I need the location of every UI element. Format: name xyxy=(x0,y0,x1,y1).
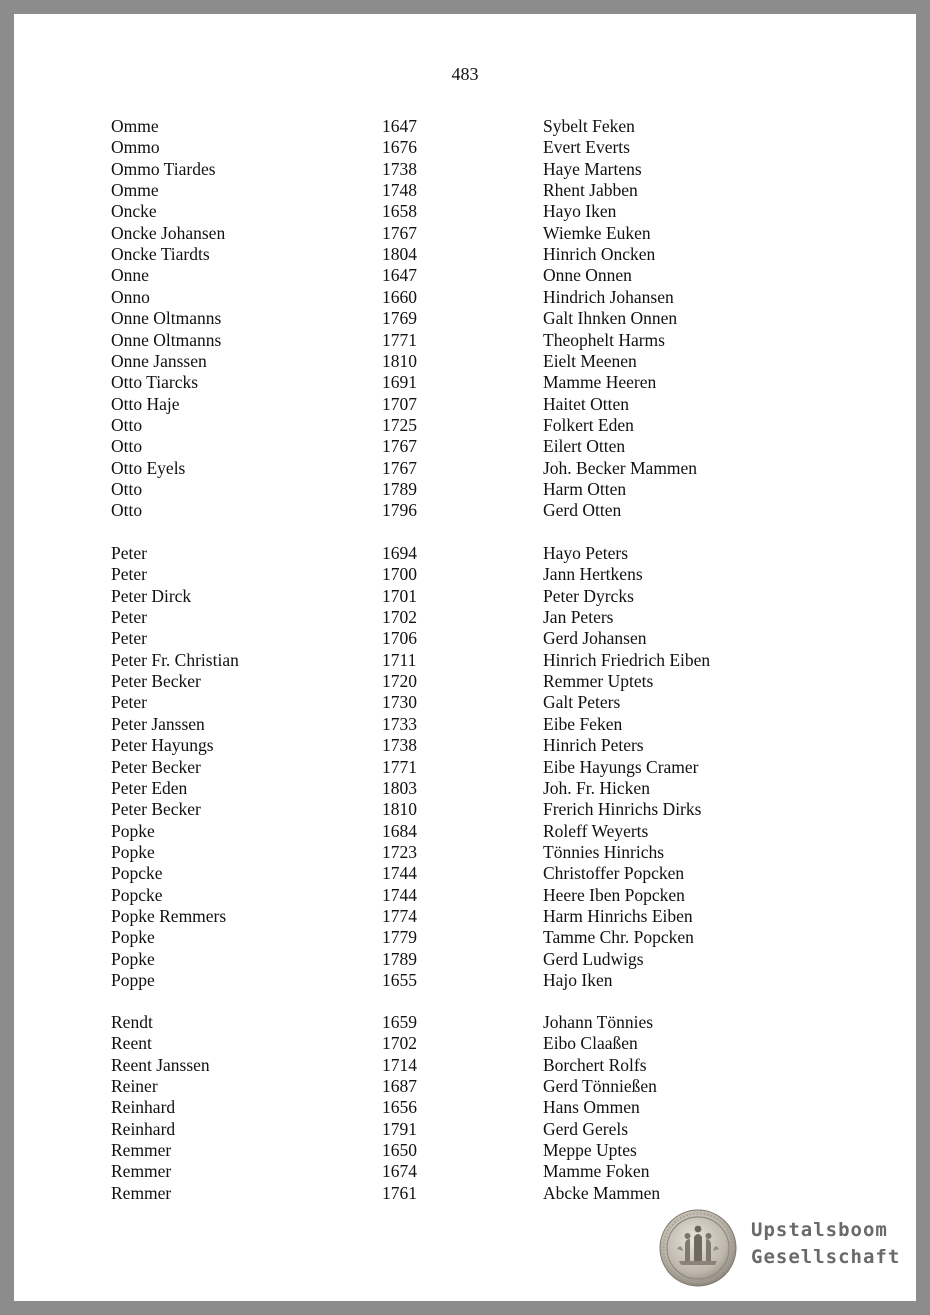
spouse-name: Galt Ihnken Onnen xyxy=(543,308,678,329)
year: 1707 xyxy=(382,393,417,414)
year: 1725 xyxy=(382,414,417,435)
spouse-name: Gerd Johansen xyxy=(543,628,647,649)
spouse-name: Jan Peters xyxy=(543,607,614,628)
register-row xyxy=(14,949,916,970)
spouse-name: Eibe Hayungs Cramer xyxy=(543,756,699,777)
person-name: Popke xyxy=(111,820,155,841)
person-name: Onne Janssen xyxy=(111,350,207,371)
person-name: Peter Hayungs xyxy=(111,735,214,756)
year: 1702 xyxy=(382,607,417,628)
person-name: Popke xyxy=(111,948,155,969)
year: 1647 xyxy=(382,116,417,136)
year: 1714 xyxy=(382,1054,417,1075)
person-name: Oncke Johansen xyxy=(111,222,226,243)
person-name: Poppe xyxy=(111,970,155,990)
person-name: Otto xyxy=(111,436,143,457)
year: 1774 xyxy=(382,905,417,926)
person-name: Otto xyxy=(111,478,143,499)
register-row xyxy=(14,885,916,906)
register-row xyxy=(14,394,916,415)
register-row xyxy=(14,500,916,521)
person-name: Popke Remmers xyxy=(111,905,227,926)
register-row xyxy=(14,1161,916,1182)
spouse-name: Rhent Jabben xyxy=(543,180,638,201)
spouse-name: Gerd Otten xyxy=(543,500,622,521)
spouse-name: Gerd Gerels xyxy=(543,1118,629,1139)
register-row xyxy=(14,458,916,479)
spouse-name: Mamme Foken xyxy=(543,1161,650,1182)
register-row xyxy=(14,821,916,842)
person-name: Peter xyxy=(111,692,147,713)
register-row xyxy=(14,223,916,244)
person-name: Peter Janssen xyxy=(111,713,205,734)
year: 1791 xyxy=(382,1118,417,1139)
person-name: Otto xyxy=(111,500,143,521)
person-name: Oncke xyxy=(111,201,157,222)
spouse-name: Abcke Mammen xyxy=(543,1182,661,1203)
person-name: Reiner xyxy=(111,1076,158,1097)
spouse-name: Heere Iben Popcken xyxy=(543,884,685,905)
year: 1767 xyxy=(382,222,417,243)
register-row xyxy=(14,607,916,628)
register-row xyxy=(14,1097,916,1118)
year: 1720 xyxy=(382,671,417,692)
year: 1738 xyxy=(382,735,417,756)
register-row xyxy=(14,265,916,286)
year: 1761 xyxy=(382,1182,417,1203)
year: 1733 xyxy=(382,713,417,734)
person-name: Popcke xyxy=(111,863,163,884)
spouse-name: Hayo Peters xyxy=(543,543,629,563)
person-name: Popcke xyxy=(111,884,163,905)
person-name: Onno xyxy=(111,286,150,307)
spouse-name: Eibo Claaßen xyxy=(543,1033,638,1054)
register-row xyxy=(14,180,916,201)
spouse-name: Mamme Heeren xyxy=(543,372,657,393)
year: 1711 xyxy=(382,649,417,670)
page-number: 483 xyxy=(451,64,479,84)
year: 1694 xyxy=(382,543,417,563)
year: 1647 xyxy=(382,265,417,286)
spouse-name: Eibe Feken xyxy=(543,713,623,734)
person-name: Peter xyxy=(111,543,147,563)
spouse-name: Joh. Fr. Hicken xyxy=(543,777,650,798)
register-row xyxy=(14,1119,916,1140)
spouse-name: Remmer Uptets xyxy=(543,671,654,692)
year: 1804 xyxy=(382,244,417,265)
logo-text-line2: Gesellschaft xyxy=(751,1246,901,1268)
register-row xyxy=(14,799,916,820)
spouse-name: Christoffer Popcken xyxy=(543,863,685,884)
register-row xyxy=(14,927,916,948)
year: 1810 xyxy=(382,799,417,820)
register-row xyxy=(14,330,916,351)
register-row xyxy=(14,1055,916,1076)
year: 1738 xyxy=(382,158,417,179)
register-row xyxy=(14,778,916,799)
register-row xyxy=(14,714,916,735)
register-row xyxy=(14,436,916,457)
year: 1702 xyxy=(382,1033,417,1054)
register-row xyxy=(14,287,916,308)
spouse-name: Roleff Weyerts xyxy=(543,820,649,841)
person-name: Ommo Tiardes xyxy=(111,158,216,179)
year: 1656 xyxy=(382,1097,417,1118)
spouse-name: Haye Martens xyxy=(543,158,642,179)
year: 1789 xyxy=(382,948,417,969)
person-name: Omme xyxy=(111,180,159,201)
year: 1655 xyxy=(382,970,417,990)
person-name: Reent xyxy=(111,1033,152,1054)
person-name: Reent Janssen xyxy=(111,1054,210,1075)
register-row xyxy=(14,116,916,137)
person-name: Reinhard xyxy=(111,1097,176,1118)
spouse-name: Galt Peters xyxy=(543,692,621,713)
spouse-name: Jann Hertkens xyxy=(543,564,643,585)
person-name: Oncke Tiardts xyxy=(111,244,210,265)
person-name: Remmer xyxy=(111,1182,172,1203)
seal-emblem-icon xyxy=(659,1209,737,1287)
register-row xyxy=(14,842,916,863)
spouse-name: Theophelt Harms xyxy=(543,329,665,350)
person-name: Popke xyxy=(111,841,155,862)
person-name: Onne Oltmanns xyxy=(111,308,222,329)
register-row xyxy=(14,671,916,692)
person-name: Remmer xyxy=(111,1161,172,1182)
spouse-name: Hinrich Peters xyxy=(543,735,644,756)
register-row xyxy=(14,351,916,372)
person-name: Peter xyxy=(111,564,147,585)
person-name: Peter xyxy=(111,628,147,649)
logo-text-line1: Upstalsboom xyxy=(751,1219,888,1241)
person-name: Peter Becker xyxy=(111,756,201,777)
spouse-name: Frerich Hinrichs Dirks xyxy=(543,799,702,820)
year: 1730 xyxy=(382,692,417,713)
register-row xyxy=(14,1033,916,1054)
year: 1767 xyxy=(382,436,417,457)
year: 1803 xyxy=(382,777,417,798)
spouse-name: Hindrich Johansen xyxy=(543,286,674,307)
year: 1810 xyxy=(382,350,417,371)
spouse-name: Tamme Chr. Popcken xyxy=(543,927,694,948)
spouse-name: Onne Onnen xyxy=(543,265,632,286)
spouse-name: Borchert Rolfs xyxy=(543,1054,647,1075)
spouse-name: Wiemke Euken xyxy=(543,222,651,243)
spouse-name: Hinrich Friedrich Eiben xyxy=(543,649,711,670)
year: 1706 xyxy=(382,628,417,649)
register-row xyxy=(14,970,916,991)
person-name: Peter Becker xyxy=(111,671,201,692)
person-name: Peter Eden xyxy=(111,777,188,798)
register-row xyxy=(14,1183,916,1204)
person-name: Rendt xyxy=(111,1012,153,1032)
year: 1700 xyxy=(382,564,417,585)
register-row xyxy=(14,244,916,265)
register-row xyxy=(14,201,916,222)
person-name: Otto Haje xyxy=(111,393,180,414)
spouse-name: Hans Ommen xyxy=(543,1097,640,1118)
register-row xyxy=(14,628,916,649)
register-row xyxy=(14,137,916,158)
register-row xyxy=(14,1140,916,1161)
spouse-name: Evert Everts xyxy=(543,137,630,158)
spouse-name: Gerd Ludwigs xyxy=(543,948,644,969)
spouse-name: Meppe Uptes xyxy=(543,1140,637,1161)
person-name: Onne Oltmanns xyxy=(111,329,222,350)
person-name: Peter Fr. Christian xyxy=(111,649,239,670)
register-row xyxy=(14,543,916,564)
document-page xyxy=(14,14,916,1301)
year: 1660 xyxy=(382,286,417,307)
person-name: Remmer xyxy=(111,1140,172,1161)
person-name: Peter Dirck xyxy=(111,585,192,606)
year: 1674 xyxy=(382,1161,417,1182)
spouse-name: Eilert Otten xyxy=(543,436,626,457)
year: 1650 xyxy=(382,1140,417,1161)
year: 1684 xyxy=(382,820,417,841)
year: 1723 xyxy=(382,841,417,862)
year: 1748 xyxy=(382,180,417,201)
person-name: Reinhard xyxy=(111,1118,176,1139)
person-name: Peter Becker xyxy=(111,799,201,820)
spouse-name: Folkert Eden xyxy=(543,414,634,435)
person-name: Otto xyxy=(111,414,143,435)
year: 1687 xyxy=(382,1076,417,1097)
register-row xyxy=(14,586,916,607)
year: 1691 xyxy=(382,372,417,393)
spouse-name: Haitet Otten xyxy=(543,393,630,414)
register-row xyxy=(14,906,916,927)
spouse-name: Hinrich Oncken xyxy=(543,244,656,265)
register-row xyxy=(14,479,916,500)
year: 1744 xyxy=(382,863,417,884)
year: 1767 xyxy=(382,457,417,478)
person-name: Peter xyxy=(111,607,147,628)
register-row xyxy=(14,372,916,393)
register-row xyxy=(14,1012,916,1033)
year: 1771 xyxy=(382,329,417,350)
person-name: Popke xyxy=(111,927,155,948)
year: 1658 xyxy=(382,201,417,222)
person-name: Otto Eyels xyxy=(111,457,186,478)
spouse-name: Hajo Iken xyxy=(543,970,613,990)
spouse-name: Sybelt Feken xyxy=(543,116,635,136)
spouse-name: Harm Hinrichs Eiben xyxy=(543,905,693,926)
year: 1701 xyxy=(382,585,417,606)
year: 1676 xyxy=(382,137,417,158)
register-row xyxy=(14,159,916,180)
year: 1769 xyxy=(382,308,417,329)
register-row xyxy=(14,415,916,436)
spouse-name: Harm Otten xyxy=(543,478,627,499)
register-row xyxy=(14,308,916,329)
register-row xyxy=(14,1076,916,1097)
person-name: Onne xyxy=(111,265,149,286)
year: 1779 xyxy=(382,927,417,948)
year: 1789 xyxy=(382,478,417,499)
spouse-name: Gerd Tönnießen xyxy=(543,1076,657,1097)
spouse-name: Johann Tönnies xyxy=(543,1012,654,1032)
register-row xyxy=(14,692,916,713)
year: 1744 xyxy=(382,884,417,905)
society-logo xyxy=(659,1209,909,1289)
year: 1796 xyxy=(382,500,417,521)
spouse-name: Peter Dyrcks xyxy=(543,585,634,606)
person-name: Otto Tiarcks xyxy=(111,372,199,393)
person-name: Omme xyxy=(111,116,159,136)
year: 1659 xyxy=(382,1012,417,1032)
person-name: Ommo xyxy=(111,137,160,158)
register-row xyxy=(14,863,916,884)
register-row xyxy=(14,735,916,756)
year: 1771 xyxy=(382,756,417,777)
spouse-name: Joh. Becker Mammen xyxy=(543,457,698,478)
register-row xyxy=(14,650,916,671)
register-row xyxy=(14,564,916,585)
spouse-name: Eielt Meenen xyxy=(543,350,637,371)
spouse-name: Hayo Iken xyxy=(543,201,617,222)
spouse-name: Tönnies Hinrichs xyxy=(543,841,665,862)
register-row xyxy=(14,757,916,778)
